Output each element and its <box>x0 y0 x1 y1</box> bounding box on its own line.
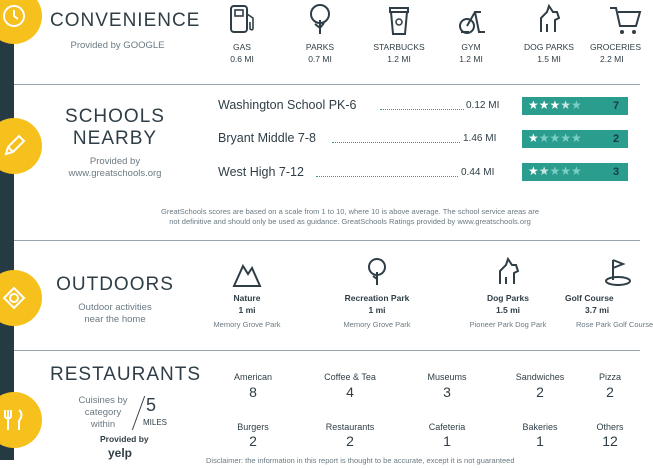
outdoor-distance: 1 mi <box>368 305 386 315</box>
amenity-label: STARBUCKS <box>373 42 425 52</box>
rating-score: 7 <box>605 97 627 115</box>
provided-by-label: Provided by <box>100 434 149 444</box>
outdoor-name: Recreation Park <box>344 293 410 303</box>
restaurants-subtitle-line3: within <box>90 419 116 430</box>
golf-flag-icon <box>603 256 633 286</box>
schools-subtitle-line1: Provided by <box>89 156 141 167</box>
cuisine-count: 4 <box>346 384 354 400</box>
yelp-logo: yelp <box>108 446 133 460</box>
convenience-subtitle: Provided by GOOGLE <box>70 40 165 51</box>
school-distance: 1.46 MI <box>463 133 497 144</box>
rating-score: 3 <box>605 163 627 181</box>
school-distance: 0.12 MI <box>466 100 500 111</box>
dog-icon <box>533 2 567 36</box>
school-rating <box>522 163 628 181</box>
rating-score: 2 <box>605 130 627 148</box>
cuisine-count: 2 <box>606 384 614 400</box>
cuisine-count: 2 <box>536 384 544 400</box>
amenity-distance: 1.2 MI <box>459 54 483 64</box>
gas-pump-icon <box>225 2 259 36</box>
rating-stars: ★★★★★ <box>528 98 582 112</box>
school-name[interactable]: Bryant Middle 7-8 <box>218 131 316 145</box>
cuisine-count: 1 <box>443 433 451 449</box>
outdoors-icon <box>0 270 42 326</box>
outdoor-place: Memory Grove Park <box>213 320 281 329</box>
cuisine-count: 2 <box>249 433 257 449</box>
school-distance: 0.44 MI <box>461 167 495 178</box>
rating-stars: ★★★★★ <box>528 131 582 145</box>
schools-title-line1: SCHOOLS <box>65 106 165 127</box>
amenity-label: DOG PARKS <box>524 42 574 52</box>
cuisine-count: 3 <box>443 384 451 400</box>
leader-dots <box>380 109 464 110</box>
disclaimer: Disclaimer: the information in this report is thought to be accurate, except it is not guaranteed <box>206 456 515 465</box>
school-rating <box>522 130 628 148</box>
rating-stars: ★★★★★ <box>528 164 582 178</box>
cuisine-label: Restaurants <box>325 422 375 432</box>
outdoor-name: Dog Parks <box>486 293 530 303</box>
mountain-icon <box>232 258 262 288</box>
restaurants-subtitle-line2: category <box>84 407 122 418</box>
leader-dots <box>332 142 460 143</box>
fork-knife-icon <box>0 392 42 448</box>
leader-dots <box>316 176 458 177</box>
cuisine-count: 12 <box>602 433 618 449</box>
outdoor-distance: 1 mi <box>238 305 256 315</box>
school-name[interactable]: West High 7-12 <box>218 165 304 179</box>
restaurants-subtitle-line1: Cuisines by <box>78 395 128 406</box>
outdoors-title: OUTDOORS <box>56 274 174 295</box>
radius-unit: MILES <box>143 418 168 427</box>
schools-title-line2: NEARBY <box>72 128 158 149</box>
amenity-label: GYM <box>461 42 481 52</box>
note-line2: not definitive and should only be used as guidance. GreatSchools Ratings provided by www.greatschools.org <box>169 217 531 226</box>
cuisine-count: 1 <box>536 433 544 449</box>
school-rating <box>522 97 628 115</box>
amenity-distance: 0.6 MI <box>230 54 254 64</box>
cuisine-count: 2 <box>346 433 354 449</box>
cuisine-count: 8 <box>249 384 257 400</box>
amenity-distance: 2.2 MI <box>600 54 624 64</box>
outdoors-subtitle <box>50 302 180 326</box>
outdoor-place: Rose Park Golf Course <box>576 320 653 329</box>
schools-subtitle-line2: www.greatschools.org <box>68 168 162 179</box>
exercise-bike-icon <box>455 2 489 36</box>
greatschools-note <box>130 207 570 227</box>
outdoors-subtitle-line1: Outdoor activities <box>78 302 152 313</box>
cuisine-label: Museums <box>427 372 467 382</box>
section-divider <box>14 84 640 85</box>
restaurants-subtitle <box>68 395 138 431</box>
left-rail <box>0 0 14 460</box>
cuisine-label: Cafeteria <box>428 422 466 432</box>
cuisine-label: Coffee & Tea <box>324 372 376 382</box>
school-name[interactable]: Washington School PK-6 <box>218 98 357 112</box>
clock-icon <box>0 0 42 44</box>
outdoors-subtitle-line2: near the home <box>84 314 146 325</box>
schools-subtitle <box>45 156 185 180</box>
amenity-distance: 1.2 MI <box>387 54 411 64</box>
cuisine-label: Sandwiches <box>515 372 565 382</box>
section-divider <box>14 240 640 241</box>
amenity-distance: 0.7 MI <box>308 54 332 64</box>
cuisine-label: Pizza <box>598 372 621 382</box>
outdoor-distance: 3.7 mi <box>585 305 610 315</box>
amenity-label: GAS <box>233 42 251 52</box>
section-divider <box>14 350 640 351</box>
outdoor-name: Golf Course <box>565 293 614 303</box>
cuisine-label: Bakeries <box>522 422 558 432</box>
outdoor-place: Pioneer Park Dog Park <box>469 320 547 329</box>
tree-icon <box>303 2 337 36</box>
cuisine-label: American <box>233 372 272 382</box>
outdoor-name: Nature <box>233 293 261 303</box>
shopping-cart-icon <box>608 2 642 36</box>
cuisine-label: Burgers <box>237 422 269 432</box>
cuisine-label: Others <box>596 422 624 432</box>
amenity-label: PARKS <box>305 42 335 52</box>
note-line1: GreatSchools scores are based on a scale from 1 to 10, where 10 is above average. The school service areas are <box>161 207 539 216</box>
outdoor-distance: 1.5 mi <box>495 305 521 315</box>
restaurants-title: RESTAURANTS <box>50 364 202 385</box>
schools-title <box>55 106 175 150</box>
coffee-cup-icon <box>382 2 416 36</box>
amenity-label: GROCERIES <box>590 42 642 52</box>
convenience-title: CONVENIENCE <box>50 10 201 31</box>
radius-number: 5 <box>146 395 157 415</box>
dog-icon <box>494 256 524 286</box>
pencil-icon <box>0 118 42 174</box>
tree-icon <box>362 256 392 286</box>
outdoor-place: Memory Grove Park <box>343 320 411 329</box>
amenity-distance: 1.5 MI <box>537 54 561 64</box>
